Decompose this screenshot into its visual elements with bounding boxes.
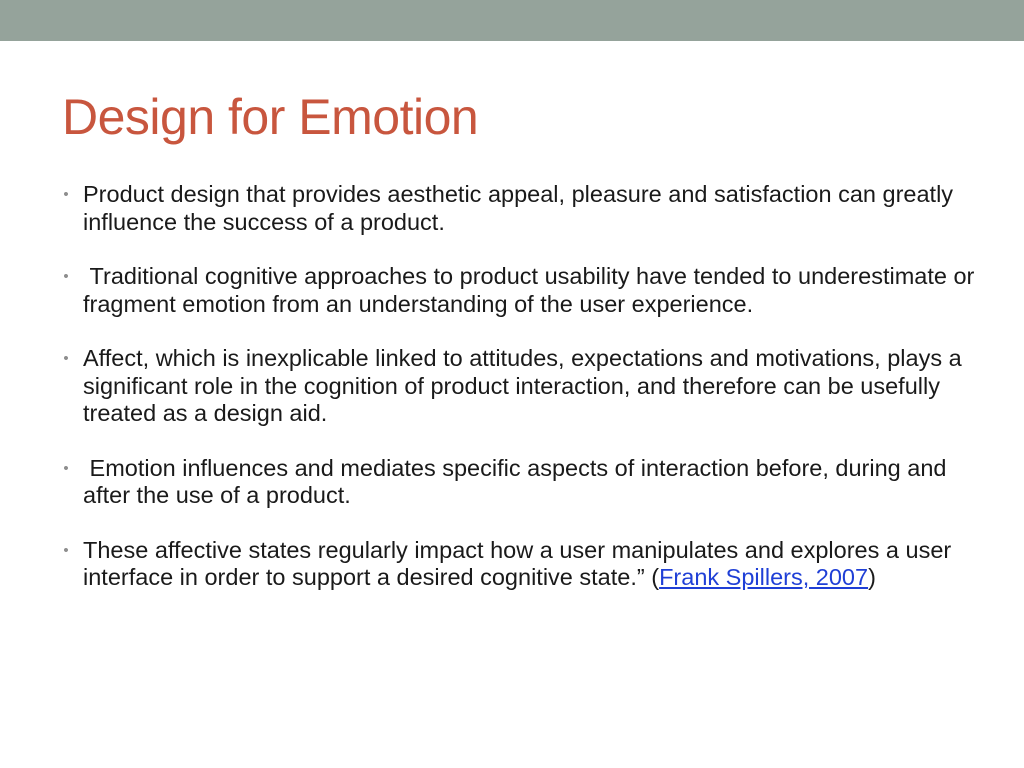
- bullet-item: [59, 537, 979, 592]
- bullet-item: [59, 181, 979, 236]
- bullet-text-closing: ): [868, 564, 876, 590]
- bullet-item: [59, 455, 979, 510]
- bullet-text: Product design that provides aesthetic appeal, pleasure and satisfaction can greatly influence the success of a product.: [83, 181, 960, 235]
- bullet-icon: •: [63, 350, 69, 367]
- top-band: [0, 0, 1024, 41]
- bullet-icon: •: [63, 541, 69, 559]
- bullet-list: [59, 181, 979, 592]
- bullet-icon: •: [63, 459, 69, 477]
- bullet-item: [59, 263, 979, 318]
- bullet-text: Affect, which is inexplicable linked to attitudes, expectations and motivations, plays a significant role in the cognition of product interaction, and therefore can be usefully treated as a design aid.: [83, 345, 969, 426]
- bullet-text: These affective states regularly impact how a user manipulates and explores a user interface in order to support a desired cognitive state.” (: [83, 536, 958, 590]
- bullet-icon: •: [63, 268, 69, 285]
- bullet-text: Emotion influences and mediates specific aspects of interaction before, during and after the use of a product.: [83, 454, 954, 508]
- slide-title: Design for Emotion: [62, 89, 479, 145]
- bullet-text: Traditional cognitive approaches to product usability have tended to underestimate or fragment emotion from an understanding of the user experience.: [83, 263, 981, 317]
- bullet-item: [59, 345, 979, 428]
- citation-link[interactable]: Frank Spillers, 2007: [659, 564, 869, 590]
- bullet-icon: •: [63, 186, 69, 203]
